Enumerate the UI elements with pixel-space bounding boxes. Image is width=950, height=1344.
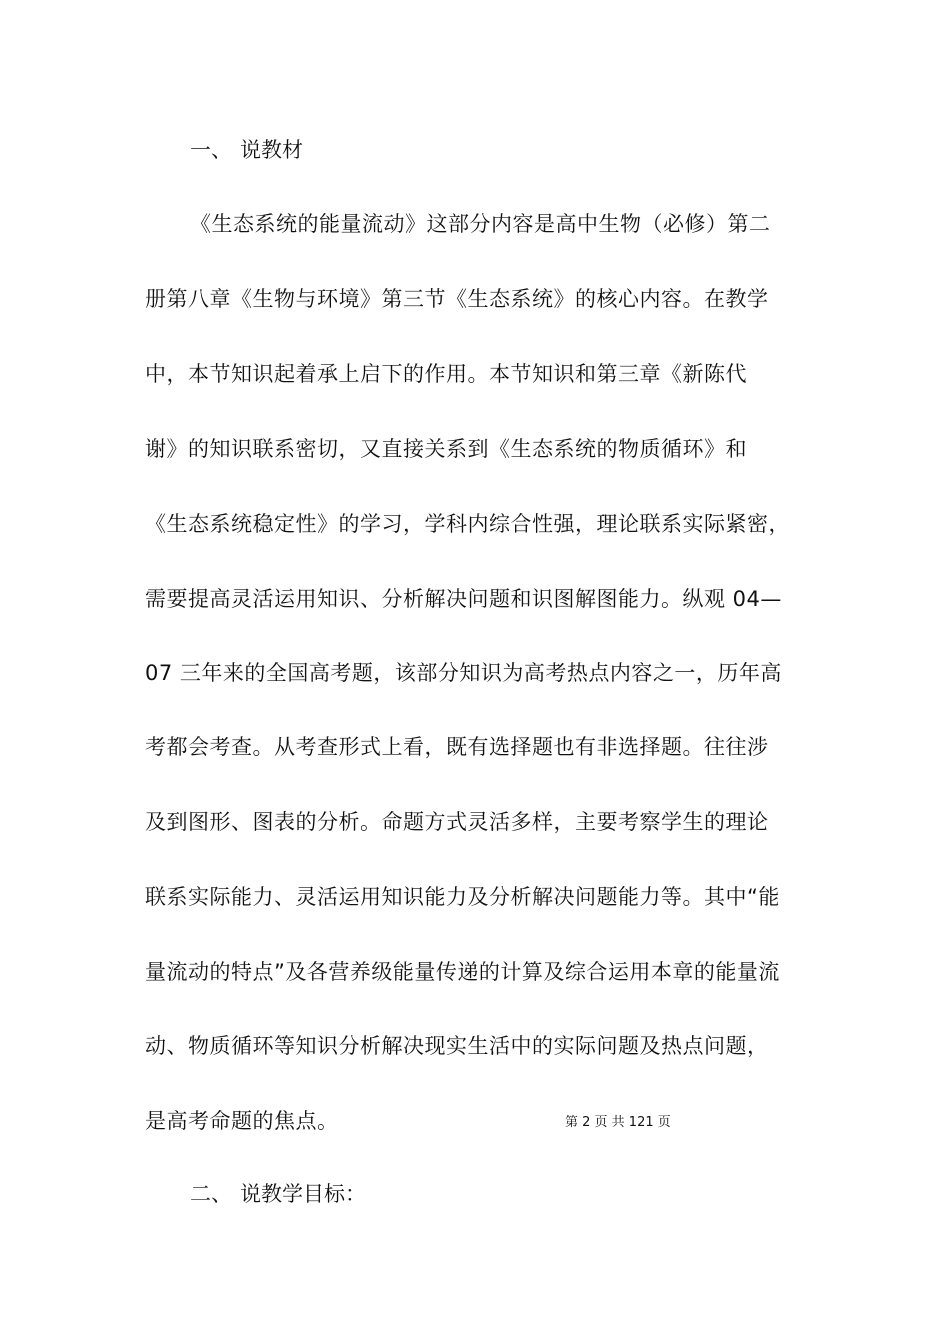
section-title: 说教材	[240, 138, 303, 162]
section-title: 说教学目标：	[240, 1182, 366, 1206]
paragraph-line: 动、物质循环等知识分析解决现实生活中的实际问题及热点问题，	[145, 1034, 769, 1058]
paragraph-line: 07 三年来的全国高考题，该部分知识为高考热点内容之一，历年高	[145, 661, 782, 685]
section-heading-1	[190, 136, 303, 164]
section-number: 二、	[190, 1182, 232, 1206]
paragraph-line: 册第八章《生物与环境》第三节《生态系统》的核心内容。在教学	[145, 287, 769, 311]
paragraph-line: 及到图形、图表的分析。命题方式灵活多样，主要考察学生的理论	[145, 810, 769, 834]
section-heading-2	[190, 1180, 366, 1208]
paragraph-line: 量流动的特点”及各营养级能量传递的计算及综合运用本章的能量流	[145, 960, 780, 984]
paragraph-line: 《生态系统稳定性》的学习，学科内综合性强，理论联系实际紧密，	[145, 512, 790, 536]
paragraph-line: 中，本节知识起着承上启下的作用。本节知识和第三章《新陈代	[145, 362, 747, 386]
page-number-footer: 第 2 页 共 121 页	[565, 1115, 671, 1130]
paragraph-line: 需要提高灵活运用知识、分析解决问题和识图解图能力。纵观 04—	[145, 587, 782, 611]
paragraph-line: 是高考命题的焦点。	[145, 1109, 339, 1133]
paragraph-line: 联系实际能力、灵活运用知识能力及分析解决问题能力等。其中“能	[145, 885, 780, 909]
paragraph-line: 谢》的知识联系密切，又直接关系到《生态系统的物质循环》和	[145, 437, 747, 461]
section-number: 一、	[190, 138, 232, 162]
paragraph-line: 考都会考查。从考查形式上看，既有选择题也有非选择题。往往涉	[145, 735, 769, 759]
paragraph-line: 《生态系统的能量流动》这部分内容是高中生物（必修）第二	[190, 212, 771, 236]
